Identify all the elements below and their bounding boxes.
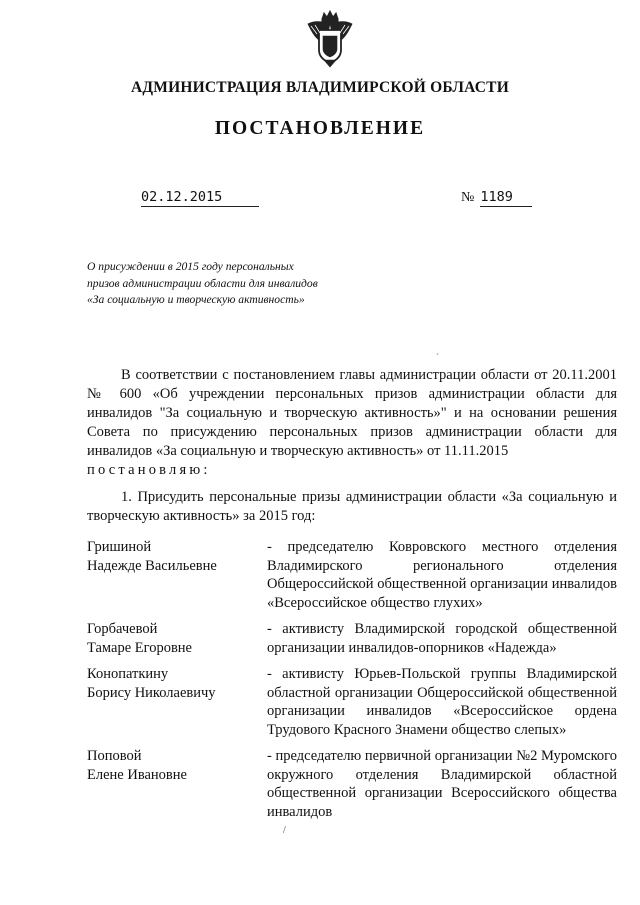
coat-of-arms-icon — [305, 10, 355, 68]
awardee-description: - активисту Юрьев-Польской группы Владимирской областной организации Общероссийской общественной организации инвалидов «Всероссийское ордена Трудового Красного Знамени общество слепых» — [267, 666, 617, 738]
awardee-name — [87, 747, 267, 821]
number-label: № — [461, 190, 475, 205]
awardee-given-names: Борису Николаевичу — [87, 684, 216, 701]
awardee-row — [87, 747, 617, 821]
number-value: 1189 — [480, 189, 532, 207]
awardee-given-names: Елене Ивановне — [87, 766, 187, 783]
awardee-surname: Поповой — [87, 748, 142, 764]
awardee-name — [87, 665, 267, 739]
awardee-row — [87, 620, 617, 657]
stray-mark: ` — [436, 352, 439, 362]
document-type-title: ПОСТАНОВЛЕНИЕ — [214, 118, 426, 139]
awardee-given-names: Тамаре Егоровне — [87, 639, 192, 656]
awardee-name — [87, 620, 267, 657]
preamble-verb: постановляю: — [87, 462, 211, 478]
awardee-row — [87, 665, 617, 739]
awardee-surname: Конопаткину — [87, 666, 169, 682]
stray-mark: / — [283, 825, 286, 836]
awardee-surname: Горбачевой — [87, 621, 158, 637]
awardee-row — [87, 538, 617, 612]
document-number — [461, 189, 532, 207]
preamble-paragraph — [87, 366, 617, 480]
organization-title: АДМИНИСТРАЦИЯ ВЛАДИМИРСКОЙ ОБЛАСТИ — [131, 79, 509, 96]
document-date: 02.12.2015 — [141, 189, 259, 207]
preamble-text: В соответствии с постановлением главы администрации области от 20.11.2001 № 600 «Об учреждении персональных призов администрации области для инвалидов "За социальную и творческую активность»" и на основании решения Совета по присуждению персональных призов администрации области для инвалидов «За социальную и творческую активность» от 11.11.2015 — [87, 367, 617, 459]
awardee-surname: Гришиной — [87, 539, 152, 555]
clause-1-paragraph: 1. Присудить персональные призы администрации области «За социальную и творческую активность» за 2015 год: — [87, 489, 617, 524]
awardee-given-names: Надежде Васильевне — [87, 557, 217, 574]
awardee-name — [87, 538, 267, 612]
awardee-description: - председателю Ковровского местного отделения Владимирского регионального отделения Общероссийской общественной организации инвалидов «Всероссийское общество глухих» — [267, 539, 617, 611]
document-subject: О присуждении в 2015 году персональных призов администрации области для инвалидов «За социальную и творческую активность» — [87, 260, 318, 306]
awardee-description: - активисту Владимирской городской общественной организации инвалидов-опорников «Надежда» — [267, 621, 617, 656]
awardees-list — [87, 538, 617, 829]
awardee-description: - председателю первичной организации №2 Муромского окружного отделения Владимирской областной общественной организации Всероссийского общества инвалидов — [267, 748, 617, 820]
